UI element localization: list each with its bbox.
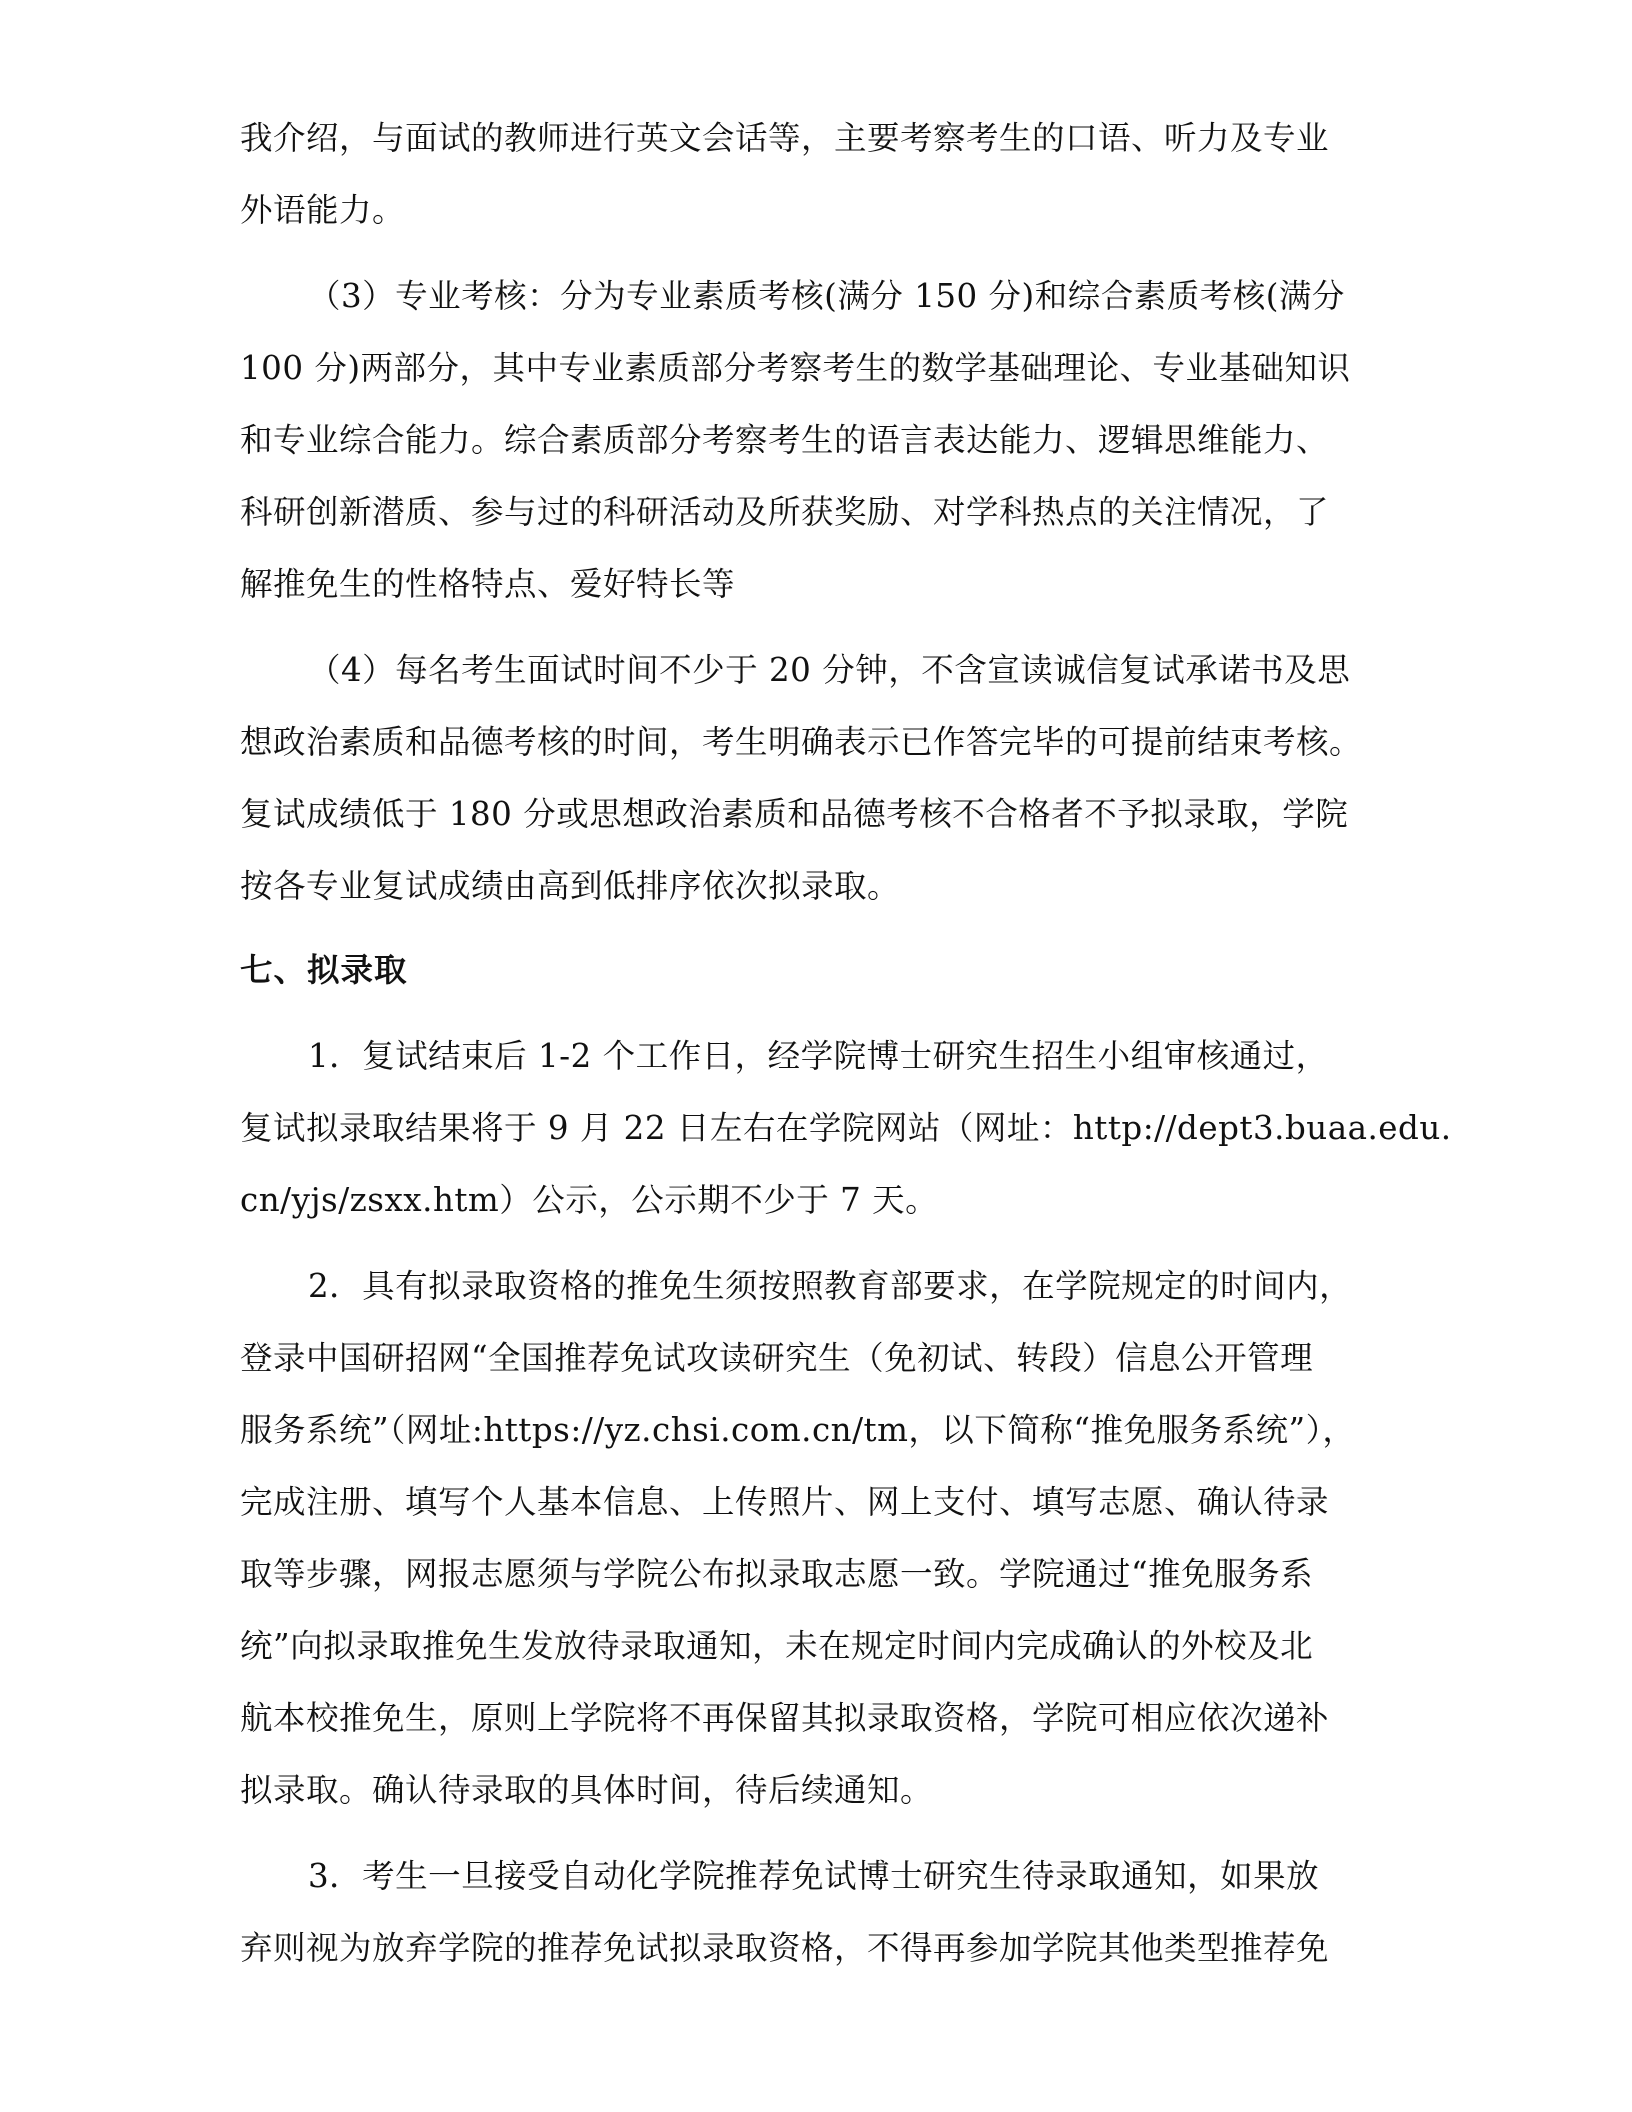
text-line: 我介绍，与面试的教师进行英文会话等，主要考察考生的口语、听力及专业 <box>240 119 1330 157</box>
text-line: 服务系统”（网址:https://yz.chsi.com.cn/tm，以下简称“推免服务系统”）， <box>240 1411 1356 1449</box>
text-line: 按各专业复试成绩由高到低排序依次拟录取。 <box>240 867 901 905</box>
text-line: 完成注册、填写个人基本信息、上传照片、网上支付、填写志愿、确认待录 <box>240 1483 1330 1521</box>
text-line: 科研创新潜质、参与过的科研活动及所获奖励、对学科热点的关注情况，了 <box>240 493 1330 531</box>
text-line: 弃则视为放弃学院的推荐免试拟录取资格，不得再参加学院其他类型推荐免 <box>240 1929 1330 1967</box>
text-line: 2．具有拟录取资格的推免生须按照教育部要求，在学院规定的时间内， <box>308 1267 1353 1305</box>
text-line: 1．复试结束后 1-2 个工作日，经学院博士研究生招生小组审核通过， <box>308 1037 1329 1075</box>
text-line: 3．考生一旦接受自动化学院推荐免试博士研究生待录取通知，如果放 <box>308 1857 1320 1895</box>
text-line: 取等步骤，网报志愿须与学院公布拟录取志愿一致。学院通过“推免服务系 <box>240 1555 1314 1593</box>
text-line: 100 分)两部分，其中专业素质部分考察考生的数学基础理论、专业基础知识 <box>240 349 1351 387</box>
text-line: 拟录取。确认待录取的具体时间，待后续通知。 <box>240 1771 934 1809</box>
text-line: 和专业综合能力。综合素质部分考察考生的语言表达能力、逻辑思维能力、 <box>240 421 1330 459</box>
text-line: （4）每名考生面试时间不少于 20 分钟，不含宣读诚信复试承诺书及思 <box>308 651 1351 689</box>
text-line: 复试成绩低于 180 分或思想政治素质和品德考核不合格者不予拟录取，学院 <box>240 795 1349 833</box>
text-line: cn/yjs/zsxx.htm）公示，公示期不少于 7 天。 <box>240 1181 939 1219</box>
text-line: 想政治素质和品德考核的时间，考生明确表示已作答完毕的可提前结束考核。 <box>240 723 1363 761</box>
text-line: 解推免生的性格特点、爱好特长等 <box>240 565 736 603</box>
text-line: 航本校推免生，原则上学院将不再保留其拟录取资格，学院可相应依次递补 <box>240 1699 1330 1737</box>
text-line: 外语能力。 <box>240 191 406 229</box>
text-line: （3）专业考核：分为专业素质考核(满分 150 分)和综合素质考核(满分 <box>308 277 1345 315</box>
text-line: 复试拟录取结果将于 9 月 22 日左右在学院网站（网址：http://dept3.buaa.edu. <box>240 1109 1452 1147</box>
text-line: 登录中国研招网“全国推荐免试攻读研究生（免初试、转段）信息公开管理 <box>240 1339 1314 1377</box>
text-line: 统”向拟录取推免生发放待录取通知，未在规定时间内完成确认的外校及北 <box>240 1627 1314 1665</box>
section-heading: 七、拟录取 <box>240 951 408 989</box>
